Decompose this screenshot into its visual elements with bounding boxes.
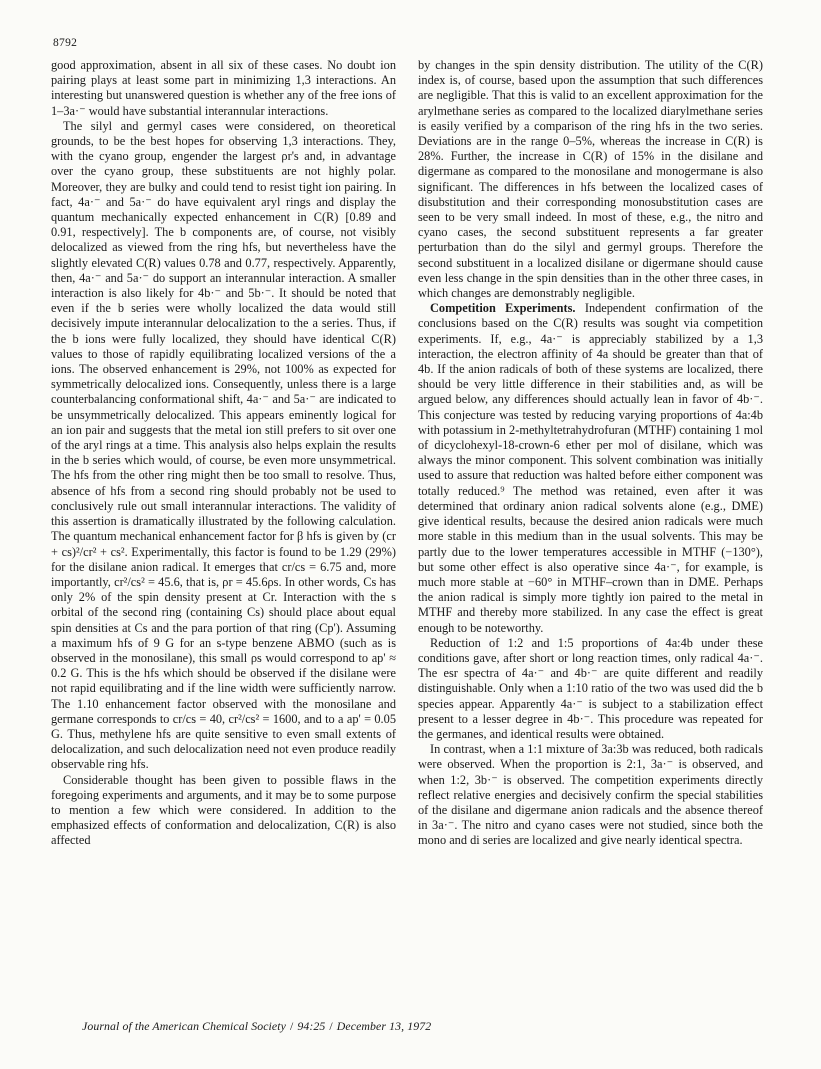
journal-name: Journal of the American Chemical Society <box>82 1019 286 1033</box>
paragraph: Considerable thought has been given to possible flaws in the foregoing experiments and arguments, and it may be to some purpose to mention a few which were considered. In addition to the emphasized effects of conformation and delocalization, C(R) is also affected <box>51 772 396 848</box>
paragraph: good approximation, absent in all six of these cases. No doubt ion pairing plays at least some part in minimizing 1,3 interactions. An interesting but unanswered question is whether any of the free ions of 1–3a·⁻ would have substantial interannular interactions. <box>51 58 396 118</box>
page-footer <box>82 1019 431 1034</box>
paragraph: In contrast, when a 1:1 mixture of 3a:3b was reduced, both radicals were observed. When the proportion is 2:1, 3a·⁻ is observed, and when 1:2, 3b·⁻ is observed. The competition experiments directly reflect relative energies and decisively confirm the special stabilities of the disilane and digermane anion radicals and the absence thereof in 3a·⁻. The nitro and cyano cases were not studied, since both the mono and di series are localized and give nearly identical spectra. <box>418 742 763 848</box>
footer-separator: / <box>329 1019 333 1033</box>
paragraph: Reduction of 1:2 and 1:5 proportions of 4a:4b under these conditions gave, after short or long reaction times, only radical 4a·⁻. The esr spectra of 4a·⁻ and 4b·⁻ are quite different and readily distinguishable. Only when a 1:10 ratio of the two was used did the b species appear. Apparently 4a·⁻ is subject to a stabilization effect present to a lesser degree in 4b·⁻. This procedure was repeated for the germanes, and identical results were obtained. <box>418 635 763 741</box>
section-heading: Competition Experiments. <box>430 301 576 316</box>
footer-separator: / <box>289 1019 294 1033</box>
paragraph <box>418 301 763 635</box>
journal-date: December 13, 1972 <box>336 1019 432 1033</box>
page-number: 8792 <box>53 37 78 49</box>
left-column <box>51 58 396 849</box>
paragraph: by changes in the spin density distribution. The utility of the C(R) index is, of course, based upon the assumption that such differences are negligible. That this is valid to an excellent approximation for the arylmethane series as compared to the localized diarylmethane series is easily verified by a comparison of the ring hfs in the two series. Deviations are in the range 0–5%, whereas the increase in C(R) is 28%. Further, the increase in C(R) of 15% in the disilane and digermane as compared to the monosilane and monogermane is also significant. The differences in hfs between the localized cases of disubstitution and their corresponding monosubstitution cases are seen to be very small indeed. In most of these, e.g., the nitro and cyano cases, the second substituent represents a far greater perturbation than do the silyl and germyl groups. Therefore the second substituent in a localized disilane or digermane should cause even less change in the spin densities than in the other three cases, in which changes are demonstrably negligible. <box>418 58 763 301</box>
paragraph: The silyl and germyl cases were considered, on theoretical grounds, to be the best hopes for observing 1,3 interactions. They, with the cyano group, engender the largest ρr's and, in advantage over the cyano group, these substituents are not highly polar. Moreover, they are bulky and could tend to resist tight ion pairing. In fact, 4a·⁻ and 5a·⁻ do have equivalent aryl rings and display the quantum mechanically expected enhancement in C(R) [0.89 and 0.91, respectively]. The b components are, of course, not visibly delocalized as viewed from the ring hfs, but nevertheless have the slightly elevated C(R) values 0.78 and 0.77, respectively. Apparently, then, 4a·⁻ and 5a·⁻ do support an interannular interaction. A smaller interaction is also likely for 4b·⁻ and 5b·⁻. It should be noted that even if the b series were wholly localized the data would still decisively impute interannular delocalization to the a series. Thus, if the b ions were fully localized, they should have identical C(R) values to those of rapidly equilibrating localized versions of the a ions. The observed enhancement is 29%, not 100% as expected for symmetrically delocalized ions. Consequently, unless there is a large counterbalancing conformational shift, 4a·⁻ and 5a·⁻ are indicated to be unsymmetrically delocalized. This appears eminently logical for an ion pair and suggests that the metal ion still prefers to sit over one of the aryl rings at a time. This analysis also helps explain the results in the b series which would, of course, be even more unsymmetrical. The hfs from the other ring might then be too small to resolve. Thus, absence of hfs from a second ring should probably not be used to conclusively rule out small interannular interactions. The validity of this assertion is dramatically illustrated by the following calculation. The quantum mechanical enhancement factor for β hfs is given by (cr + cs)²/cr² + cs². Experimentally, this factor is found to be 1.29 (29%) for the disilane anion radical. It emerges that cr/cs = 6.75 and, more importantly, cr²/cs² = 45.6, that is, ρr = 45.6ρs. In other words, Cs has only 2% of the spin density present at Cr. Interaction with the s orbital of the second ring (containing Cs) should place about equal spin densities at Cs and the para portion of that ring (Cp'). Assuming a maximum hfs of 9 G for an s-type benzene ABMO (such as is observed in the monosilane), this small ρs would correspond to ap' ≈ 0.2 G. This is the hfs which should be observed if the disilane were not rapid equilibrating and if the line width were sufficiently narrow. The 1.10 enhancement factor observed with the monosilane and germane corresponds to cr/cs = 40, cr²/cs² = 1600, and to a ap' = 0.05 G. Thus, methylene hfs are quite sensitive to even small extents of delocalization, and such delocalization need not even produce readily observable ring hfs. <box>51 118 396 772</box>
right-column <box>418 58 763 849</box>
journal-volume: 94:25 <box>297 1019 326 1033</box>
paragraph-text: Independent confirmation of the conclusions based on the C(R) results was sought via competition experiments. If, e.g., 4a·⁻ is appreciably stabilized by a 1,3 interaction, the electron affinity of 4a should be greater than that of 4b. If the anion radicals of both of these systems are localized, there should be very little difference in their stabilities and, as will be argued below, any differences should actually lean in favor of 4b·⁻. This conjecture was tested by reducing varying proportions of 4a:4b with potassium in 2-methyltetrahydrofuran (MTHF) containing 1 mol of dicyclohexyl-18-crown-6 ether per mol of disilane, which was always the minor component. This solvent combination was initially used to assure that reduction was halted before either component was totally reduced.⁹ The method was retained, even after it was determined that ordinary anion radical solvents alone (e.g., DME) give identical results, because the desired anion radicals were much more stable in this medium than in the usual solvents. This may be partly due to the lower temperatures accessible in MTHF (−130°), but some other effect is also operative since 4a·⁻, for example, is much more stable at −60° in MTHF–crown than in DME. Perhaps the anion radical is simply more tightly ion paired to the metal in MTHF and thereby more stabilized. In any case the effect is great enough to be noteworthy. <box>418 301 763 635</box>
